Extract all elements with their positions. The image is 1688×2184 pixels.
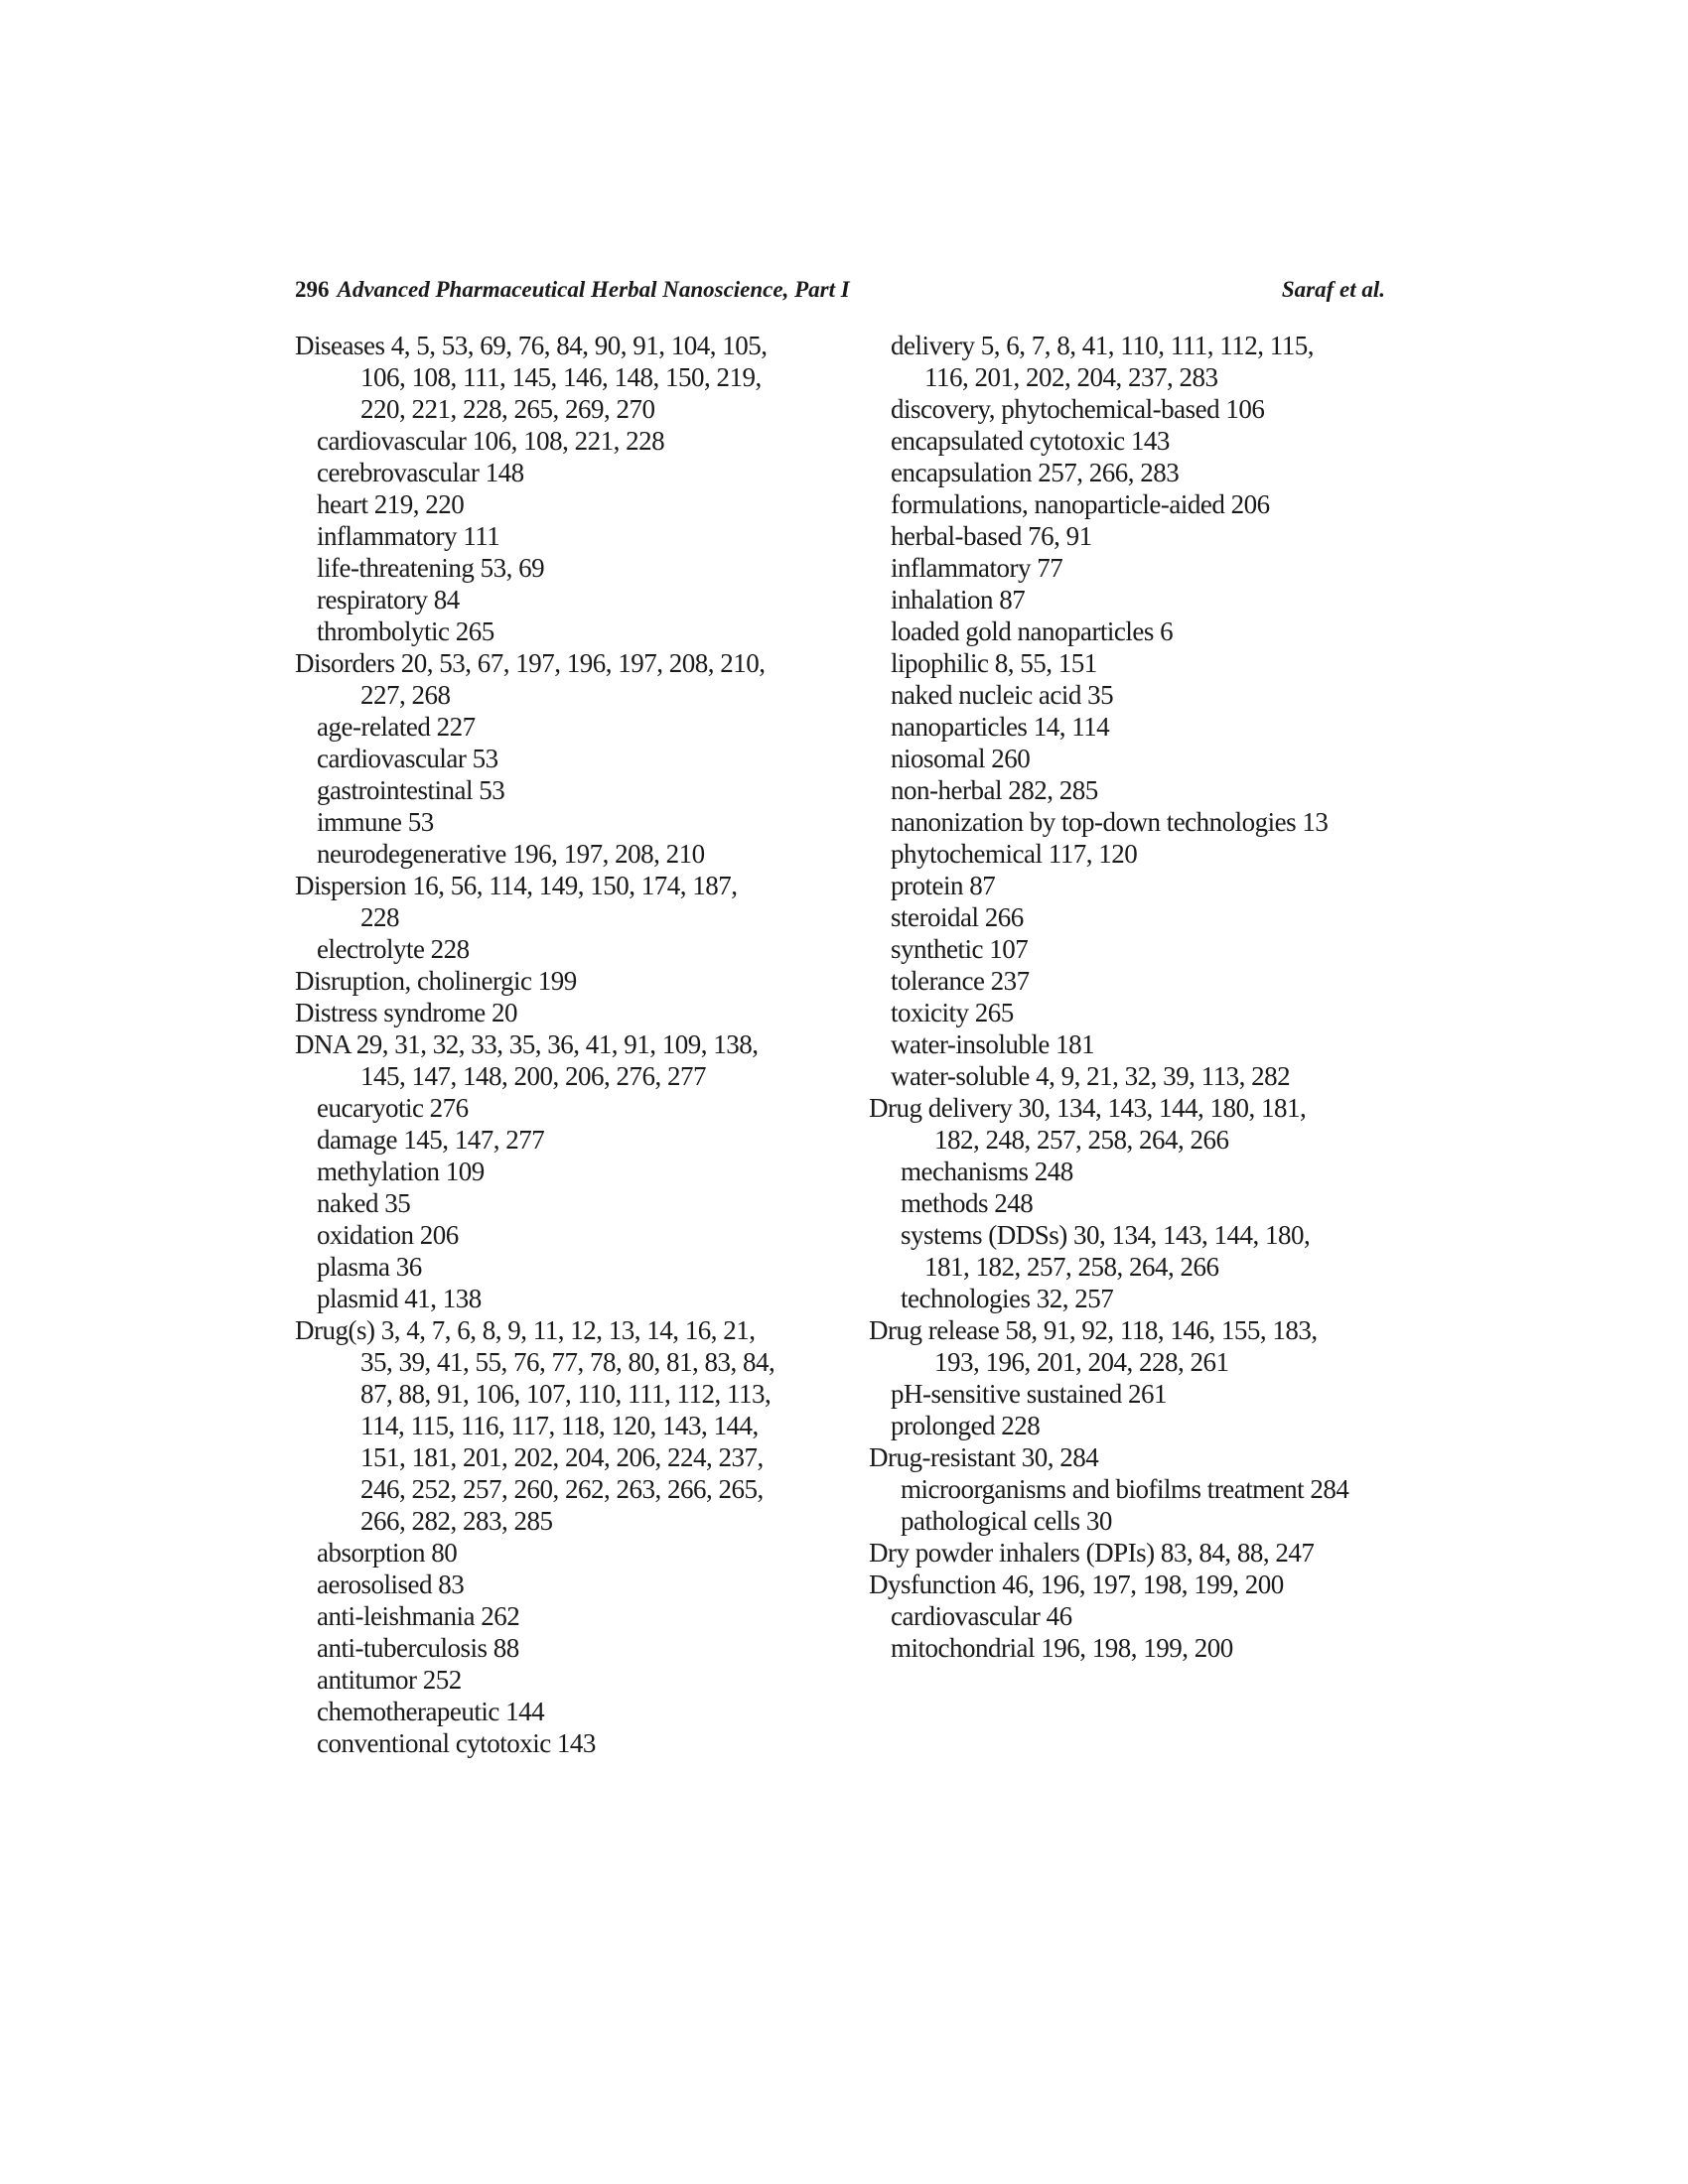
index-entry-continuation: 228 <box>360 902 399 932</box>
authors: Saraf et al. <box>1281 277 1385 302</box>
index-column-left <box>295 330 826 1759</box>
index-subentry: discovery, phytochemical-based 106 <box>891 394 1265 424</box>
index-subentry: non-herbal 282, 285 <box>891 775 1098 805</box>
index-subentry: aerosolised 83 <box>317 1570 465 1599</box>
index-subentry: plasmid 41, 138 <box>317 1284 482 1313</box>
index-subentry: loaded gold nanoparticles 6 <box>891 616 1174 646</box>
index-subentry: gastrointestinal 53 <box>317 775 505 805</box>
index-column-right <box>869 330 1405 1664</box>
index-subentry: heart 219, 220 <box>317 489 465 519</box>
index-subentry: damage 145, 147, 277 <box>317 1125 545 1155</box>
index-subentry: naked 35 <box>317 1188 411 1218</box>
index-entry-continuation: 106, 108, 111, 145, 146, 148, 150, 219, <box>360 362 762 392</box>
index-entry: Dry powder inhalers (DPIs) 83, 84, 88, 247 <box>869 1538 1315 1568</box>
index-subentry: methylation 109 <box>317 1157 485 1186</box>
index-subentry: anti-tuberculosis 88 <box>317 1633 519 1663</box>
index-subentry: inhalation 87 <box>891 585 1026 614</box>
index-subentry: herbal-based 76, 91 <box>891 521 1092 551</box>
index-subentry: eucaryotic 276 <box>317 1093 469 1123</box>
index-subentry: prolonged 228 <box>891 1411 1041 1440</box>
index-entry: Dispersion 16, 56, 114, 149, 150, 174, 187, <box>295 871 738 900</box>
index-subentry: protein 87 <box>891 871 996 900</box>
index-subentry: mitochondrial 196, 198, 199, 200 <box>891 1633 1233 1663</box>
index-subentry: systems (DDSs) 30, 134, 143, 144, 180, <box>901 1220 1311 1250</box>
index-subentry: chemotherapeutic 144 <box>317 1697 545 1726</box>
index-subentry: cerebrovascular 148 <box>317 458 524 487</box>
index-subentry: antitumor 252 <box>317 1665 462 1695</box>
index-subentry: respiratory 84 <box>317 585 460 614</box>
index-subentry: methods 248 <box>901 1188 1034 1218</box>
index-subentry: synthetic 107 <box>891 934 1029 964</box>
index-subentry: toxicity 265 <box>891 998 1014 1027</box>
index-entry-continuation: 35, 39, 41, 55, 76, 77, 78, 80, 81, 83, 84, <box>360 1347 775 1377</box>
running-header <box>295 272 1385 308</box>
page-number: 296 <box>295 277 330 302</box>
index-subentry: inflammatory 77 <box>891 553 1063 583</box>
index-subentry: age-related 227 <box>317 712 476 742</box>
index-subentry: nanonization by top-down technologies 13 <box>891 807 1329 837</box>
index-subentry: microorganisms and biofilms treatment 284 <box>901 1474 1349 1504</box>
index-entry-continuation: 151, 181, 201, 202, 204, 206, 224, 237, <box>360 1442 764 1472</box>
index-entry-continuation: 227, 268 <box>360 680 451 710</box>
index-subentry: formulations, nanoparticle-aided 206 <box>891 489 1270 519</box>
index-subentry: immune 53 <box>317 807 434 837</box>
index-subentry: inflammatory 111 <box>317 521 500 551</box>
index-subentry: anti-leishmania 262 <box>317 1601 520 1631</box>
index-entry: Disruption, cholinergic 199 <box>295 966 577 996</box>
index-subentry: encapsulated cytotoxic 143 <box>891 426 1170 456</box>
index-entry: Drug delivery 30, 134, 143, 144, 180, 181, <box>869 1093 1307 1123</box>
index-entry-continuation: 114, 115, 116, 117, 118, 120, 143, 144, <box>360 1411 759 1440</box>
index-subentry: conventional cytotoxic 143 <box>317 1728 596 1758</box>
index-subentry: plasma 36 <box>317 1252 422 1282</box>
index-entry-continuation: 220, 221, 228, 265, 269, 270 <box>360 394 655 424</box>
index-subentry: lipophilic 8, 55, 151 <box>891 648 1097 678</box>
index-subentry: cardiovascular 106, 108, 221, 228 <box>317 426 665 456</box>
index-subentry: neurodegenerative 196, 197, 208, 210 <box>317 839 705 869</box>
index-subentry: mechanisms 248 <box>901 1157 1073 1186</box>
index-entry-continuation: 182, 248, 257, 258, 264, 266 <box>934 1125 1229 1155</box>
index-entry: Disorders 20, 53, 67, 197, 196, 197, 208, 210, <box>295 648 766 678</box>
index-subentry: technologies 32, 257 <box>901 1284 1114 1313</box>
index-subentry: phytochemical 117, 120 <box>891 839 1138 869</box>
index-entry: Distress syndrome 20 <box>295 998 517 1027</box>
index-subentry: absorption 80 <box>317 1538 458 1568</box>
index-entry-continuation: 145, 147, 148, 200, 206, 276, 277 <box>360 1061 706 1091</box>
index-entry: DNA 29, 31, 32, 33, 35, 36, 41, 91, 109, 138, <box>295 1029 759 1059</box>
index-entry: Drug(s) 3, 4, 7, 6, 8, 9, 11, 12, 13, 14, 16, 21, <box>295 1315 756 1345</box>
index-subentry: pH-sensitive sustained 261 <box>891 1379 1167 1409</box>
index-subentry: naked nucleic acid 35 <box>891 680 1114 710</box>
index-subentry: nanoparticles 14, 114 <box>891 712 1110 742</box>
index-subentry: delivery 5, 6, 7, 8, 41, 110, 111, 112, 115, <box>891 331 1314 360</box>
index-subentry: water-insoluble 181 <box>891 1029 1095 1059</box>
index-subentry: life-threatening 53, 69 <box>317 553 545 583</box>
index-subentry: oxidation 206 <box>317 1220 459 1250</box>
index-subentry: encapsulation 257, 266, 283 <box>891 458 1180 487</box>
index-entry: Drug release 58, 91, 92, 118, 146, 155, 183, <box>869 1315 1318 1345</box>
index-subentry: niosomal 260 <box>891 744 1031 773</box>
index-entry-continuation: 116, 201, 202, 204, 237, 283 <box>924 362 1218 392</box>
book-title: Advanced Pharmaceutical Herbal Nanoscience, Part I <box>337 277 850 302</box>
index-entry-continuation: 181, 182, 257, 258, 264, 266 <box>924 1252 1219 1282</box>
index-entry-continuation: 87, 88, 91, 106, 107, 110, 111, 112, 113, <box>360 1379 772 1409</box>
index-entry-continuation: 266, 282, 283, 285 <box>360 1506 553 1536</box>
index-entry: Dysfunction 46, 196, 197, 198, 199, 200 <box>869 1570 1284 1599</box>
index-subentry: tolerance 237 <box>891 966 1030 996</box>
index-entry-continuation: 246, 252, 257, 260, 262, 263, 266, 265, <box>360 1474 764 1504</box>
index-subentry: thrombolytic 265 <box>317 616 494 646</box>
index-entry: Diseases 4, 5, 53, 69, 76, 84, 90, 91, 104, 105, <box>295 331 768 360</box>
index-subentry: steroidal 266 <box>891 902 1024 932</box>
index-entry: Drug-resistant 30, 284 <box>869 1442 1099 1472</box>
index-subentry: electrolyte 228 <box>317 934 470 964</box>
index-subentry: cardiovascular 46 <box>891 1601 1072 1631</box>
index-subentry: cardiovascular 53 <box>317 744 498 773</box>
index-subentry: water-soluble 4, 9, 21, 32, 39, 113, 282 <box>891 1061 1291 1091</box>
index-entry-continuation: 193, 196, 201, 204, 228, 261 <box>934 1347 1229 1377</box>
index-subentry: pathological cells 30 <box>901 1506 1112 1536</box>
